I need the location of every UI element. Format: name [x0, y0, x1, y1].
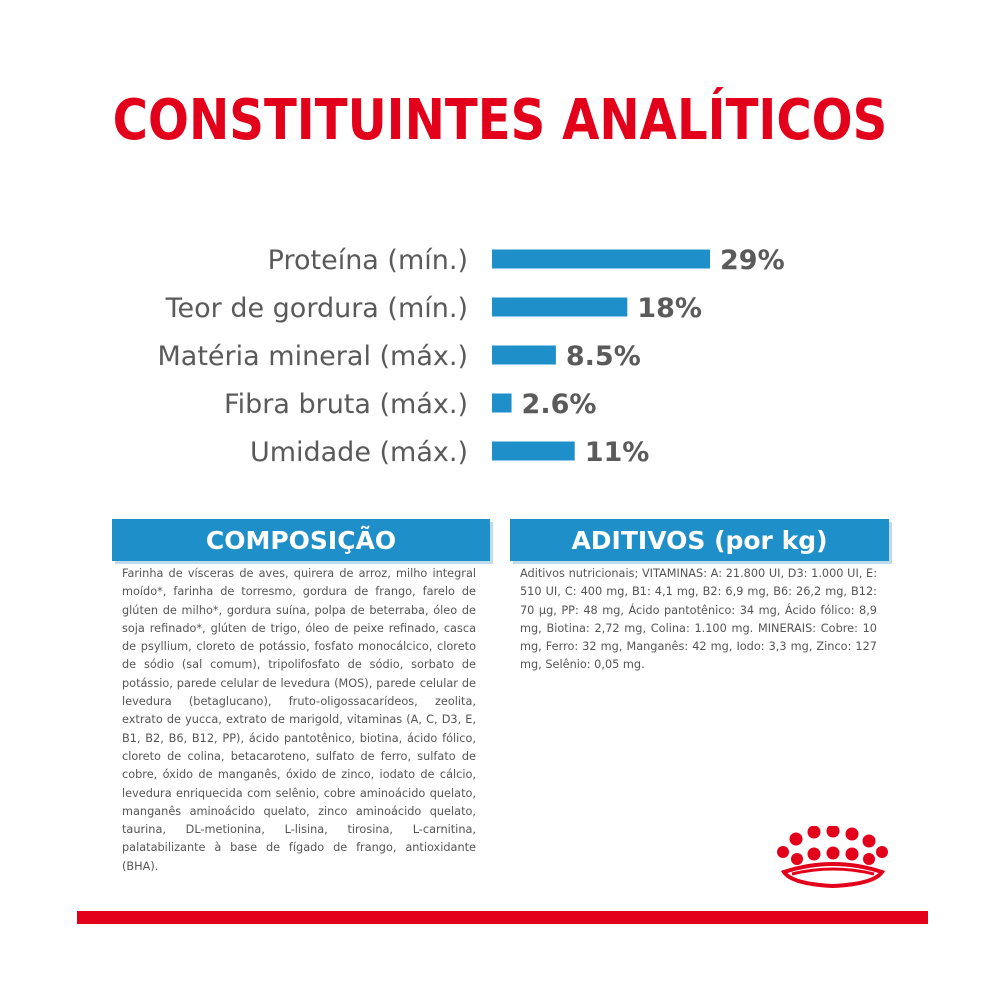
aditivos-text: Aditivos nutricionais; VITAMINAS: A: 21.800 UI, D3: 1.000 UI, E: 510 UI, C: 400 mg, B1: 4,1 mg, B2: 6,9 mg, B6: 26,2 mg, B12: 70 µg, PP: 48 mg, Ácido pantotênico: 34 mg, Ácido fólico: 8,9 mg, Biotina: 2,72 mg, Colina: 1.100 mg. MINERAIS: Cobre: 10 mg, Ferro: 32 mg, Manganês: 42 mg, Iodo: 3,3 mg, Zinco: 127 mg, Selênio: 0,05 mg.	[520, 567, 877, 672]
aditivos-header: ADITIVOS (por kg)	[510, 519, 889, 561]
bar	[492, 346, 556, 365]
bar-label: Matéria mineral (máx.)	[157, 341, 468, 372]
bar-value-label: 8.5%	[565, 341, 641, 372]
bar-value-label: 11%	[584, 437, 650, 468]
royal-canin-crown-logo	[774, 826, 890, 892]
footer-red-line	[77, 911, 928, 924]
bar-label: Fibra bruta (máx.)	[224, 389, 468, 420]
bar-value-label: 29%	[720, 245, 785, 276]
composicao-header: COMPOSIÇÃO	[112, 519, 490, 561]
analytical-constituents-chart	[0, 220, 1000, 480]
bar-label: Umidade (máx.)	[249, 437, 468, 468]
bar	[492, 394, 512, 413]
bar-value-label: 18%	[637, 293, 702, 324]
bar	[492, 250, 710, 269]
bar-value-label: 2.6%	[521, 389, 597, 420]
bar	[492, 298, 627, 317]
bar-label: Proteína (mín.)	[267, 245, 468, 276]
bar-label: Teor de gordura (mín.)	[165, 293, 468, 324]
page-title: CONSTITUINTES ANALÍTICOS	[112, 88, 888, 153]
composicao-text: Farinha de vísceras de aves, quirera de arroz, milho integral moído*, farinha de torresmo, gordura de frango, farelo de glúten de milho*, gordura suína, polpa de beterraba, óleo de soja refinado*, glúten de trigo, óleo de peixe refinado, casca de psyllium, cloreto de potássio, fosfato monocálcico, cloreto de sódio (sal comum), tripolifosfato de sódio, sorbato de potássio, parede celular de levedura (MOS), parede celular de levedura (betaglucano), fruto-oligossacarídeos, zeolita, extrato de yucca, extrato de marigold, vitaminas (A, C, D3, E, B1, B2, B6, B12, PP), ácido pantotênico, biotina, ácido fólico, cloreto de colina, betacaroteno, sulfato de ferro, sulfato de cobre, óxido de manganês, óxido de zinco, iodato de cálcio, levedura enriquecida com selênio, cobre aminoácido quelato, manganês aminoácido quelato, zinco aminoácido quelato, taurina, DL-metionina, L-lisina, tirosina, L-carnitina, palatabilizante à base de fígado de frango, antioxidante (BHA).	[122, 567, 476, 873]
bar	[492, 442, 575, 461]
